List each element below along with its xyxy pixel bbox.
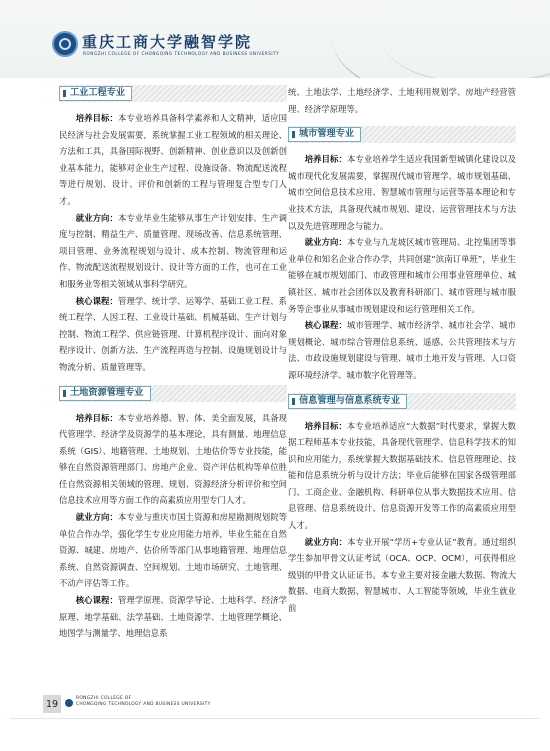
paragraph-label: 就业方向： [304, 237, 347, 248]
paragraph-goal [288, 418, 516, 534]
paragraph-text: 管理学原理、资源学导论、土地科学、经济学原理、地学基础、法学基础、土地资源学、土地管理学概论、地图学与测量学、地理信息系 [59, 595, 288, 639]
page-header [0, 0, 550, 78]
paragraph-label: 核心课程： [304, 320, 347, 331]
paragraph-label: 核心课程： [75, 295, 118, 306]
paragraph-label: 培养目标： [75, 113, 118, 123]
paragraph-text: 本专业毕业生能够从事生产计划安排、生产调度与控制、精益生产、质量管理、现场改善、信息系统管理、项目管理、业务流程规划与设计、成本控制、物流管理和运作、物流配送流程规划设计、设计等方面的工作，也可在工业和服务业等相关领域从事科学研究。 [59, 212, 288, 289]
paragraph-label: 就业方向： [304, 536, 348, 547]
paragraph-text: 本专业培养学生适应我国新型城镇化建设以及城市现代化发展需要，掌握现代城市管理学、城市规划基础、城市空间信息技术应用、智慧城市管理与运营等基本理论和专业技术方法，具备现代城市规划、建设、运营管理技术与方法以及先进管理理念与能力。 [288, 154, 517, 231]
paragraph-text: 本专业培养具备科学素养和人文精神，适应国民经济与社会发展需要，系统掌握工业工程领域的相关理论、方法和工具，具备国际视野、创新精神、创业意识以及创新创业基本能力，能够对企业生产过程、设施设备、物流配送流程等进行规划、设计、评价和创新的工程与管理复合型专门人才。 [59, 113, 288, 206]
section-title: 信息管理与信息系统专业 [288, 394, 407, 409]
paragraph-text: 本专业开展“学历+专业认证”教育。通过组织学生参加甲骨文认证考试（OCA、OCP、OCM），可获得相应级别的甲骨文认证证书。本专业主要对接金融大数据、物流大数据、电商大数据、智慧城市、人工智能等领域，毕业生就业前 [288, 536, 517, 614]
paragraph-text: 本专业与重庆市国土资源和房屋勘测规划院等单位合作办学，强化学生专业应用能力培养，毕业生能在自然资源、城建、房地产、估价所等部门从事地籍管理、地理信息系统、自然资源调查、空间规划、土地市场研究、土地管理、不动产评估等工作。 [59, 512, 288, 589]
footer-college-line: CHONGQING TECHNOLOGY AND BUSINESS UNIVERSITY [76, 702, 211, 707]
paragraph-career [288, 534, 516, 617]
college-name: 重庆工商大学融智学院 [82, 33, 253, 51]
footer-emblem-icon [65, 699, 73, 707]
paragraph-continued: 统、土地法学、土地经济学、土地利用规划学、房地产经营管理、经济学原理等。 [288, 87, 516, 114]
section-header-industrial-engineering [59, 85, 287, 102]
section-header-land-resource [59, 385, 287, 402]
section-title: 土地资源管理专业 [59, 386, 151, 401]
paragraph-label: 培养目标： [304, 420, 347, 431]
paragraph-text: 城市管理学、城市经济学、城市社会学、城市规划概论、城市综合管理信息系统、遥感、公共管理技术与方法、市政设施规划建设与管理、城市土地开发与管理、人口资源环境经济学、城市数字化管理等。 [288, 320, 517, 380]
paragraph-courses [59, 592, 287, 642]
paragraph-text: 管理学、统计学、运筹学、基础工业工程、系统工程学、人因工程、工业设计基础、机械基础、生产计划与控制、物流工程学、供应链管理、计算机程序设计、面向对象程序设计、创新方法、生产流程再造与控制、设施规划设计与物流分析、质量管理等。 [59, 295, 288, 372]
section-title: 城市管理专业 [288, 127, 361, 142]
paragraph-goal [59, 410, 287, 510]
college-emblem-icon [52, 31, 78, 57]
paragraph-career [59, 210, 287, 293]
paragraph-label: 就业方向： [75, 212, 118, 223]
paragraph-courses [288, 317, 516, 383]
paragraph-label: 培养目标： [75, 412, 118, 423]
paragraph-text: 本专业培养德、智、体、美全面发展，具备现代管理学、经济学及资源学的基本理论，具有测量、地理信息系统（GIS）、地籍管理、土地规划、土地估价等专业技能，能够在自然资源管理部门、房地产企业、资产评估机构等单位胜任自然资源相关领域的管理、规划、资源经济分析评价和空间信息技术应用等方面工作的高素质应用型专门人才。 [59, 412, 288, 506]
section-title: 工业工程专业 [59, 86, 132, 101]
paragraph-career [59, 509, 287, 592]
section-header-information-management [288, 393, 516, 410]
footer-college-line: RONGZHI COLLEGE OF [76, 696, 132, 701]
paragraph-courses [59, 293, 287, 376]
paragraph-text: 本专业培养适应“大数据”时代要求，掌握大数据工程师基本专业技能，具备现代管理学、信息科学技术的知识和应用能力，系统掌握大数据基础技术、信息管理理论、技能和信息系统分析与设计方法；毕业后能够在国家各级管理部门、工商企业、金融机构、科研单位从事大数据技术应用、信息管理、信息系统设计、信息资源开发等工作的高素质应用型人才。 [288, 420, 516, 531]
college-name-english: RONGZHI COLLEGE OF CHONGQING TECHNOLOGY AND BUSINESS UNIVERSITY [83, 51, 280, 56]
paragraph-goal [59, 110, 287, 210]
right-column [288, 84, 516, 617]
paragraph-goal [288, 151, 516, 234]
paragraph-label: 培养目标： [304, 154, 347, 165]
section-header-urban-management [288, 126, 516, 143]
paragraph-label: 核心课程： [75, 595, 118, 606]
paragraph-career [288, 234, 516, 317]
paragraph-text: 本专业与九龙坡区城市管理局、北控集团等事业单位和知名企业合作办学，共同创建“滨南订单班”，毕业生能够在城市规划部门、市政管理和城市公用事业管理单位、城镇社区、城市社会团体以及教育科研部门、城市管理与城市服务等企事业从事城市规划建设和运行管理相关工作。 [288, 237, 517, 314]
left-column [59, 80, 287, 642]
page-number: 19 [43, 695, 61, 713]
paragraph-label: 就业方向： [75, 512, 118, 523]
footer-divider [10, 718, 540, 719]
footer-college-name [76, 696, 211, 708]
